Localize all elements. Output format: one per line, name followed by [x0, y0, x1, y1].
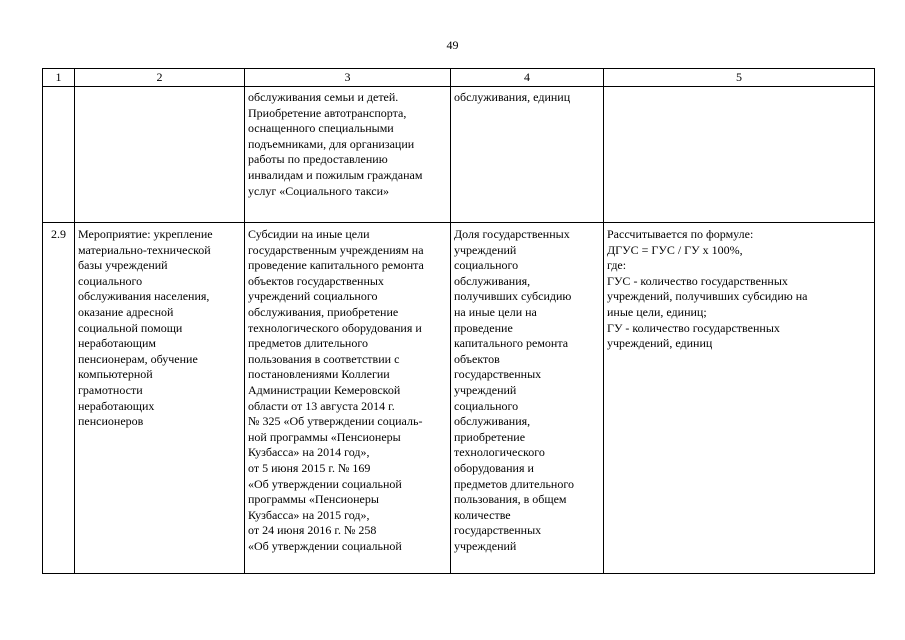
row1-number-cell [43, 87, 75, 223]
header-col-2: 2 [75, 69, 245, 87]
page-number: 49 [446, 38, 459, 52]
row1-event-cell [75, 87, 245, 223]
header-col-3: 3 [245, 69, 451, 87]
header-col-4: 4 [451, 69, 604, 87]
header-col-1: 1 [43, 69, 75, 87]
row1-description-cell: обслуживания семьи и детей. Приобретение автотранспорта, оснащенного специальными подъемниками, для организации работы по предоставлению инвалидам и пожилым гражданам услуг «Социального такси» [245, 87, 451, 223]
table-row [43, 87, 875, 223]
row1-indicator-cell: обслуживания, единиц [451, 87, 604, 223]
row1-method-cell [604, 87, 875, 223]
table-header-row [43, 69, 875, 87]
row2-method-cell: Рассчитывается по формуле: ДГУС = ГУС / ГУ х 100%, где: ГУС - количество государственных учреждений, получивших субсидию на иные цели, единиц; ГУ - количество государственных учреждений, единиц [604, 223, 875, 574]
indicator-table [42, 68, 875, 574]
row2-number-cell: 2.9 [43, 223, 75, 574]
row2-event-cell: Мероприятие: укрепление материально-технической базы учреждений социального обслуживания населения, оказание адресной социальной помощи неработающим пенсионерам, обучение компьютерной грамотности неработающих пенсионеров [75, 223, 245, 574]
row2-description-cell: Субсидии на иные цели государственным учреждениям на проведение капитального ремонта объектов государственных учреждений социального обслуживания, приобретение технологического оборудования и предметов длительного пользования в соответствии с постановлениями Коллегии Администрации Кемеровской области от 13 августа 2014 г. № 325 «Об утверждении социаль- ной программы «Пенсионеры Кузбасса» на 2014 год», от 5 июня 2015 г. № 169 «Об утверждении социальной программы «Пенсионеры Кузбасса» на 2015 год», от 24 июня 2016 г. № 258 «Об утверждении социальной [245, 223, 451, 574]
header-col-5: 5 [604, 69, 875, 87]
table-row [43, 223, 875, 574]
row2-indicator-cell: Доля государственных учреждений социального обслуживания, получивших субсидию на иные цели на проведение капитального ремонта объектов государственных учреждений социального обслуживания, приобретение технологического оборудования и предметов длительного пользования, в общем количестве государственных учреждений [451, 223, 604, 574]
